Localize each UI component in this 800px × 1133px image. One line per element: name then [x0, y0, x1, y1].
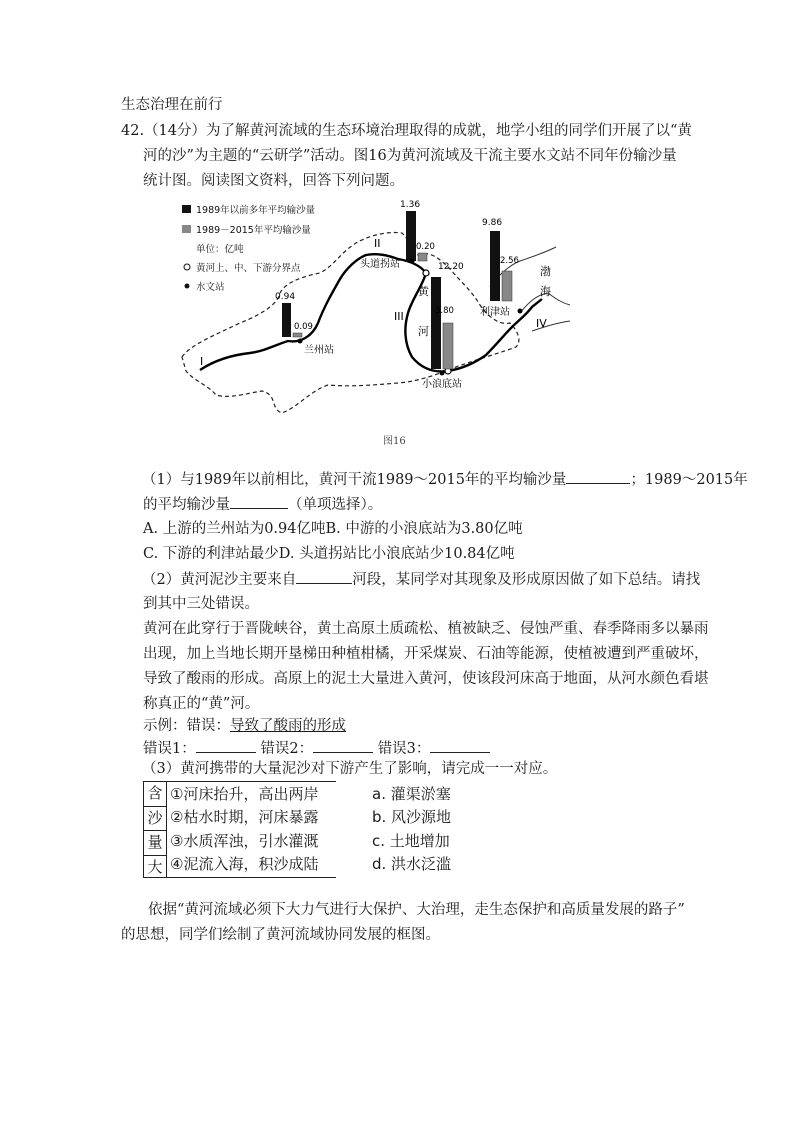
hai-char: 海: [540, 285, 551, 298]
closing-line2: 的思想，同学们绘制了黄河流域协同发展的框图。: [121, 927, 440, 943]
match-right-a: a. 灌渠淤塞: [372, 785, 451, 803]
toudaoguai-value-before: 1.36: [400, 200, 421, 210]
closing-line1: 依据“黄河流域必须下大力气进行大保护、大治理，走生态保护和高质量发展的路子”: [148, 902, 685, 918]
toudaoguai-station-label: 头道拐站: [360, 259, 400, 270]
lanzhou-value-before: 0.94: [275, 292, 296, 302]
lanzhou-bar-after: [293, 333, 302, 337]
huang-char: 黄: [418, 285, 429, 298]
q1-option-cd: C. 下游的利津站最少D. 头道拐站比小浪底站少10.84亿吨: [143, 546, 515, 562]
yellow-river-map: [160, 195, 580, 425]
q2-paragraph-4: 称真正的“黄”河。: [143, 696, 260, 712]
match-left-1: ①河床抬升，高出两岸: [170, 785, 319, 803]
legend-item-boundary: 黄河上、中、下游分界点: [196, 263, 301, 274]
q1-line2: 的平均输沙量 （单项选择）。: [143, 494, 382, 515]
toudaoguai-bar-before: [406, 211, 416, 261]
q1-line1: （1）与1989年以前相比，黄河干流1989～2015年的平均输沙量 ；1989～2015年: [142, 469, 748, 490]
xiaolangdi-station-label: 小浪底站: [422, 379, 462, 390]
he-char: 河: [418, 325, 429, 338]
xiaolangdi-bar-before: [431, 277, 441, 369]
legend-item-station: 水文站: [196, 282, 225, 293]
q2-paragraph-2: 出现，加上当地长期开垦梯田种植柑橘，开采煤炭、石油等能源，使植被遭到严重破坏，: [143, 646, 709, 662]
q2-paragraph-1: 黄河在此穿行于晋陇峡谷，黄土高原土质疏松、植被缺乏、侵蚀严重、春季降雨多以暴雨: [143, 621, 709, 637]
xiaolangdi-value-before: 12.20: [438, 262, 464, 272]
segment-label-3: III: [394, 310, 404, 323]
section-title: 生态治理在前行: [121, 97, 223, 113]
segment-label-4: IV: [536, 317, 547, 330]
lijin-station-label: 利津站: [480, 307, 510, 318]
q3-text: （3）黄河携带的大量泥沙对下游产生了影响，请完成一一对应。: [142, 761, 558, 777]
lijin-bar-after: [502, 271, 512, 301]
match-left-4: ④泥流入海，积沙成陆: [170, 855, 319, 873]
figure-caption: 图16: [383, 436, 406, 447]
toudaoguai-value-after: 0.20: [416, 242, 435, 252]
q2-error-blanks: 错误1： 错误2： 错误3：: [143, 738, 490, 759]
q2-line2: 到其中三处错误。: [143, 596, 259, 612]
lanzhou-station-label: 兰州站: [304, 345, 334, 356]
q2-paragraph-3: 导致了酸雨的形成。高原上的泥土大量进入黄河，使该段河床高于地面，从河水颜色看堪: [143, 671, 709, 687]
boundary-point-toudaoguai: [423, 270, 429, 276]
toudaoguai-bar-after: [418, 253, 427, 261]
lanzhou-bar-before: [282, 303, 291, 337]
sediment-box: 含 沙 量 大: [143, 781, 167, 878]
segment-label-1: I: [200, 355, 204, 368]
lijin-value-after: 2.56: [500, 256, 519, 266]
segment-label-2: II: [374, 237, 381, 250]
basin-outline: [182, 232, 519, 413]
q2-example: 示例：错误：导致了酸雨的形成: [143, 718, 346, 734]
question-42-line2: 河的沙”为主题的“云研学”活动。图16为黄河流域及干流主要水文站不同年份输沙量: [143, 148, 677, 164]
lijin-value-before: 9.86: [482, 218, 503, 228]
match-right-b: b. 风沙源地: [372, 808, 452, 826]
xiaolangdi-bar-after: [443, 323, 453, 369]
match-right-d: d. 洪水泛滥: [372, 855, 452, 873]
q2-line1: （2）黄河泥沙主要来自 河段，某同学对其现象及形成原因做了如下总结。请找: [142, 569, 700, 590]
q2-example-answer: 导致了酸雨的形成: [230, 718, 346, 734]
bo-char: 渤: [540, 265, 551, 278]
match-right-c: c. 土地增加: [372, 832, 450, 850]
q1-option-ab: A. 上游的兰州站为0.94亿吨B. 中游的小浪底站为3.80亿吨: [143, 521, 523, 537]
match-left-2: ②枯水时期，河床暴露: [170, 808, 319, 826]
lanzhou-value-after: 0.09: [294, 322, 313, 332]
match-left-3: ③水质浑浊，引水灌溉: [170, 832, 319, 850]
legend-item-before: 1989年以前多年平均输沙量: [196, 205, 316, 216]
question-42-line1: 42.（14分）为了解黄河流域的生态环境治理取得的成就，地学小组的同学们开展了以“黄: [121, 123, 692, 139]
legend-item-after: 1989－2015年平均输沙量: [196, 225, 311, 236]
question-42-line3: 统计图。阅读图文资料，回答下列问题。: [143, 173, 404, 189]
lijin-bar-before: [490, 231, 500, 301]
legend-unit: 单位：亿吨: [196, 244, 244, 255]
xiaolangdi-value-after: 3.80: [435, 306, 454, 316]
